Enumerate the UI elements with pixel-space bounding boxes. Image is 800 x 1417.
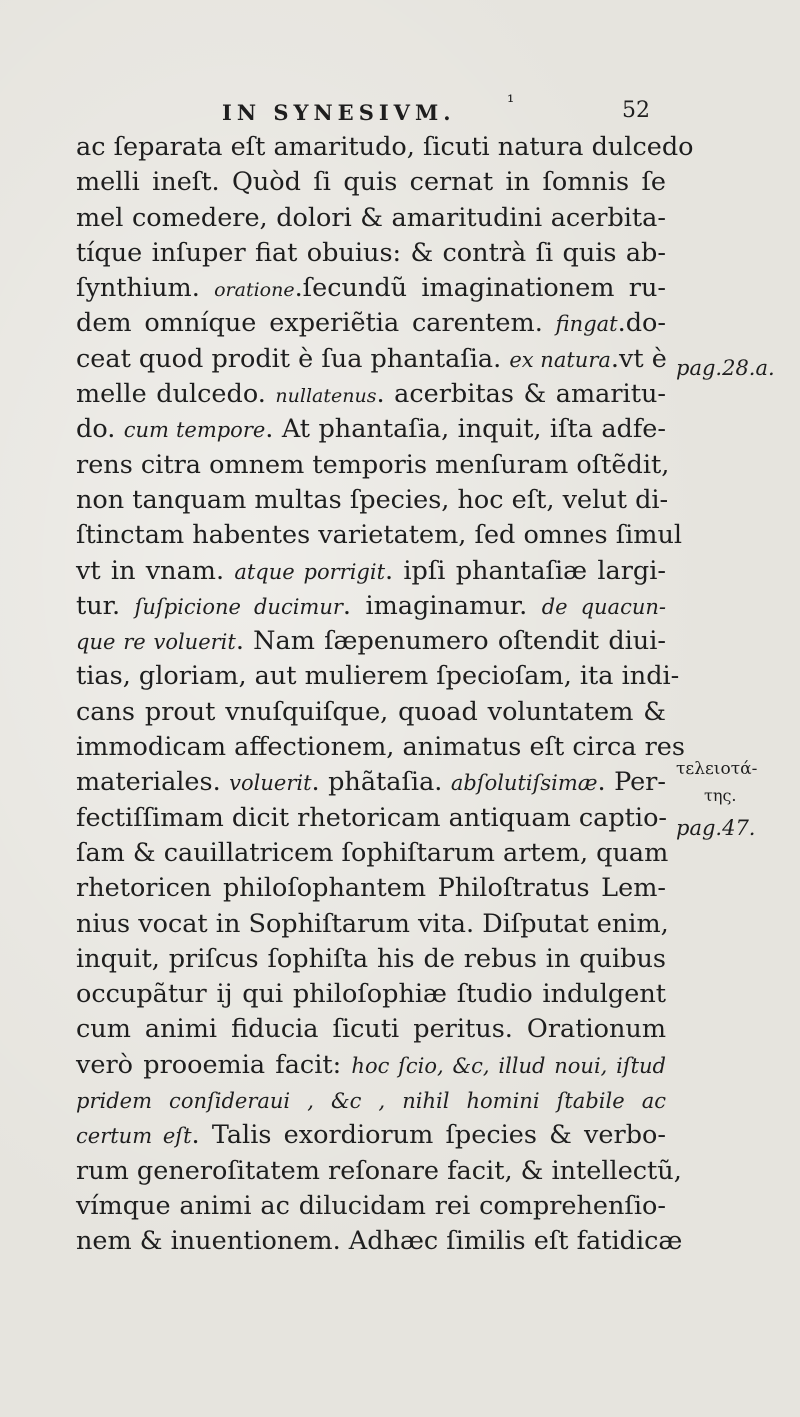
margin-note-pag-28: pag.28.a.	[676, 356, 775, 380]
margin-note-greek-cont: της.	[704, 786, 737, 805]
text-run: ſynthium.	[76, 273, 215, 304]
text-run: . ipſi phantaſiæ largi-	[385, 555, 667, 586]
page-number: 52	[622, 98, 650, 123]
italic-gloss: hoc ſcio, &c, illud noui, iſtud	[351, 1053, 667, 1078]
text-run: verò prooemia facit:	[76, 1049, 352, 1080]
text-line	[76, 306, 666, 341]
text-line	[76, 130, 694, 165]
italic-gloss: que re voluerit	[76, 630, 236, 655]
text-line	[76, 942, 666, 977]
text-line	[76, 448, 670, 483]
text-run: .ſecundũ imaginationem ru-	[294, 273, 666, 304]
italic-gloss: fingat	[555, 312, 618, 337]
margin-note-greek: τελειοτά-	[676, 759, 758, 779]
italic-gloss: oratione	[214, 279, 295, 302]
text-line	[76, 236, 666, 271]
italic-gloss: ex natura	[509, 347, 611, 372]
text-run: cans prout vnuſquiſque, quoad voluntatem &	[76, 696, 666, 727]
text-run: fectiſſimam dicit rhetoricam antiquam captio-	[76, 802, 668, 833]
text-line	[76, 1118, 666, 1153]
text-run: rhetoricen philoſophantem Philoſtratus Lem-	[76, 873, 666, 904]
header-mark: ¹	[507, 92, 515, 113]
text-run: vímque animi ac dilucidam rei comprehenſio-	[76, 1190, 666, 1221]
text-line	[76, 871, 666, 906]
italic-gloss: voluerit	[229, 771, 312, 796]
text-line	[76, 554, 666, 589]
text-line	[76, 589, 666, 624]
text-run: . Nam ſæpenumero oſtendit diui-	[235, 626, 666, 657]
text-run: .vt è	[610, 343, 667, 374]
text-line	[76, 695, 666, 730]
text-line	[76, 412, 666, 447]
text-run: melli ineſt. Quòd ſi quis cernat in ſomnis ſe	[76, 167, 666, 198]
text-line	[76, 1224, 683, 1259]
text-run: ac ſeparata eſt amaritudo, ſicuti natura dulcedo	[76, 132, 694, 162]
running-title: IN SYNESIVM.	[222, 100, 456, 125]
text-run: rens citra omnem temporis menſuram oſtẽdit,	[76, 449, 670, 480]
text-run: cum animi fiducia ſicuti peritus. Orationum	[76, 1014, 666, 1045]
text-line	[76, 659, 680, 694]
body-text	[76, 130, 694, 1260]
text-run: vt in vnam.	[76, 555, 235, 586]
text-line	[76, 765, 666, 800]
margin-note-pag-47: pag.47.	[676, 816, 756, 840]
text-line	[76, 518, 683, 553]
text-run: rum generoſitatem reſonare facit, & intellectũ,	[76, 1155, 682, 1186]
text-line	[76, 377, 666, 412]
text-run: tíque inſuper fiat obuius: & contrà ſi quis ab-	[76, 237, 666, 268]
text-line	[76, 483, 669, 518]
text-run: materiales.	[76, 767, 230, 798]
text-line	[76, 836, 669, 871]
text-run: inquit, priſcus ſophiſta his de rebus in quibus	[76, 943, 666, 974]
italic-gloss: cum tempore	[123, 418, 266, 443]
text-run: mel comedere, dolori & amaritudini acerbita-	[76, 202, 666, 233]
text-run: occupãtur ij qui philoſophiæ ſtudio indulgent	[76, 979, 666, 1010]
text-run: immodicam affectionem, animatus eſt circa res	[76, 732, 685, 763]
text-run: ſam & cauillatricem ſophiſtarum artem, quam	[76, 837, 669, 868]
text-line	[76, 624, 666, 659]
text-run: nius vocat in Sophiſtarum vita. Diſputat enim,	[76, 908, 669, 939]
text-line	[76, 271, 666, 306]
italic-gloss: pridem conſideraui , &c , nihil homini ſtabile ac	[76, 1089, 666, 1114]
text-run: tias, gloriam, aut mulierem ſpecioſam, ita indi-	[76, 661, 680, 692]
text-run: ceat quod prodit è ſua phantaſia.	[76, 343, 510, 374]
text-run: ſtinctam habentes varietatem, ſed omnes ſimul	[76, 520, 683, 551]
text-line	[76, 1189, 666, 1224]
italic-gloss: ſuſpicione ducimur	[134, 594, 343, 619]
text-run: nem & inuentionem. Adhæc ſimilis eſt fatidicæ	[76, 1226, 683, 1257]
text-run: . acerbitas & amaritu-	[376, 379, 666, 410]
italic-gloss: nullatenus	[275, 385, 377, 408]
text-run: . Talis exordiorum ſpecies & verbo-	[191, 1120, 667, 1151]
text-run: .do-	[617, 308, 666, 339]
text-line	[76, 730, 685, 765]
text-line	[76, 342, 666, 377]
text-line	[76, 1012, 666, 1047]
italic-gloss: atque porrigit	[234, 559, 386, 584]
italic-gloss: de quacun-	[541, 594, 666, 619]
text-line	[76, 1154, 682, 1189]
text-run: . phãtaſia.	[311, 767, 451, 798]
text-line	[76, 201, 666, 236]
text-line	[76, 1083, 666, 1118]
text-line	[76, 977, 666, 1012]
italic-gloss: certum eſt	[76, 1124, 192, 1149]
text-run: . Per-	[597, 767, 666, 798]
text-run: . imaginamur.	[342, 590, 542, 621]
text-line	[76, 165, 666, 200]
text-line	[76, 1048, 666, 1083]
text-line	[76, 907, 669, 942]
text-run: dem omníque experiẽtia carentem.	[76, 308, 556, 339]
text-run: non tanquam multas ſpecies, hoc eſt, velut di-	[76, 484, 669, 515]
text-run: . At phantaſia, inquit, iſta adfe-	[265, 414, 666, 445]
text-run: melle dulcedo.	[76, 379, 276, 410]
italic-gloss: abſolutiſsimæ	[450, 771, 598, 796]
text-run: tur.	[76, 590, 135, 621]
text-run: do.	[76, 414, 124, 445]
text-line	[76, 801, 666, 836]
